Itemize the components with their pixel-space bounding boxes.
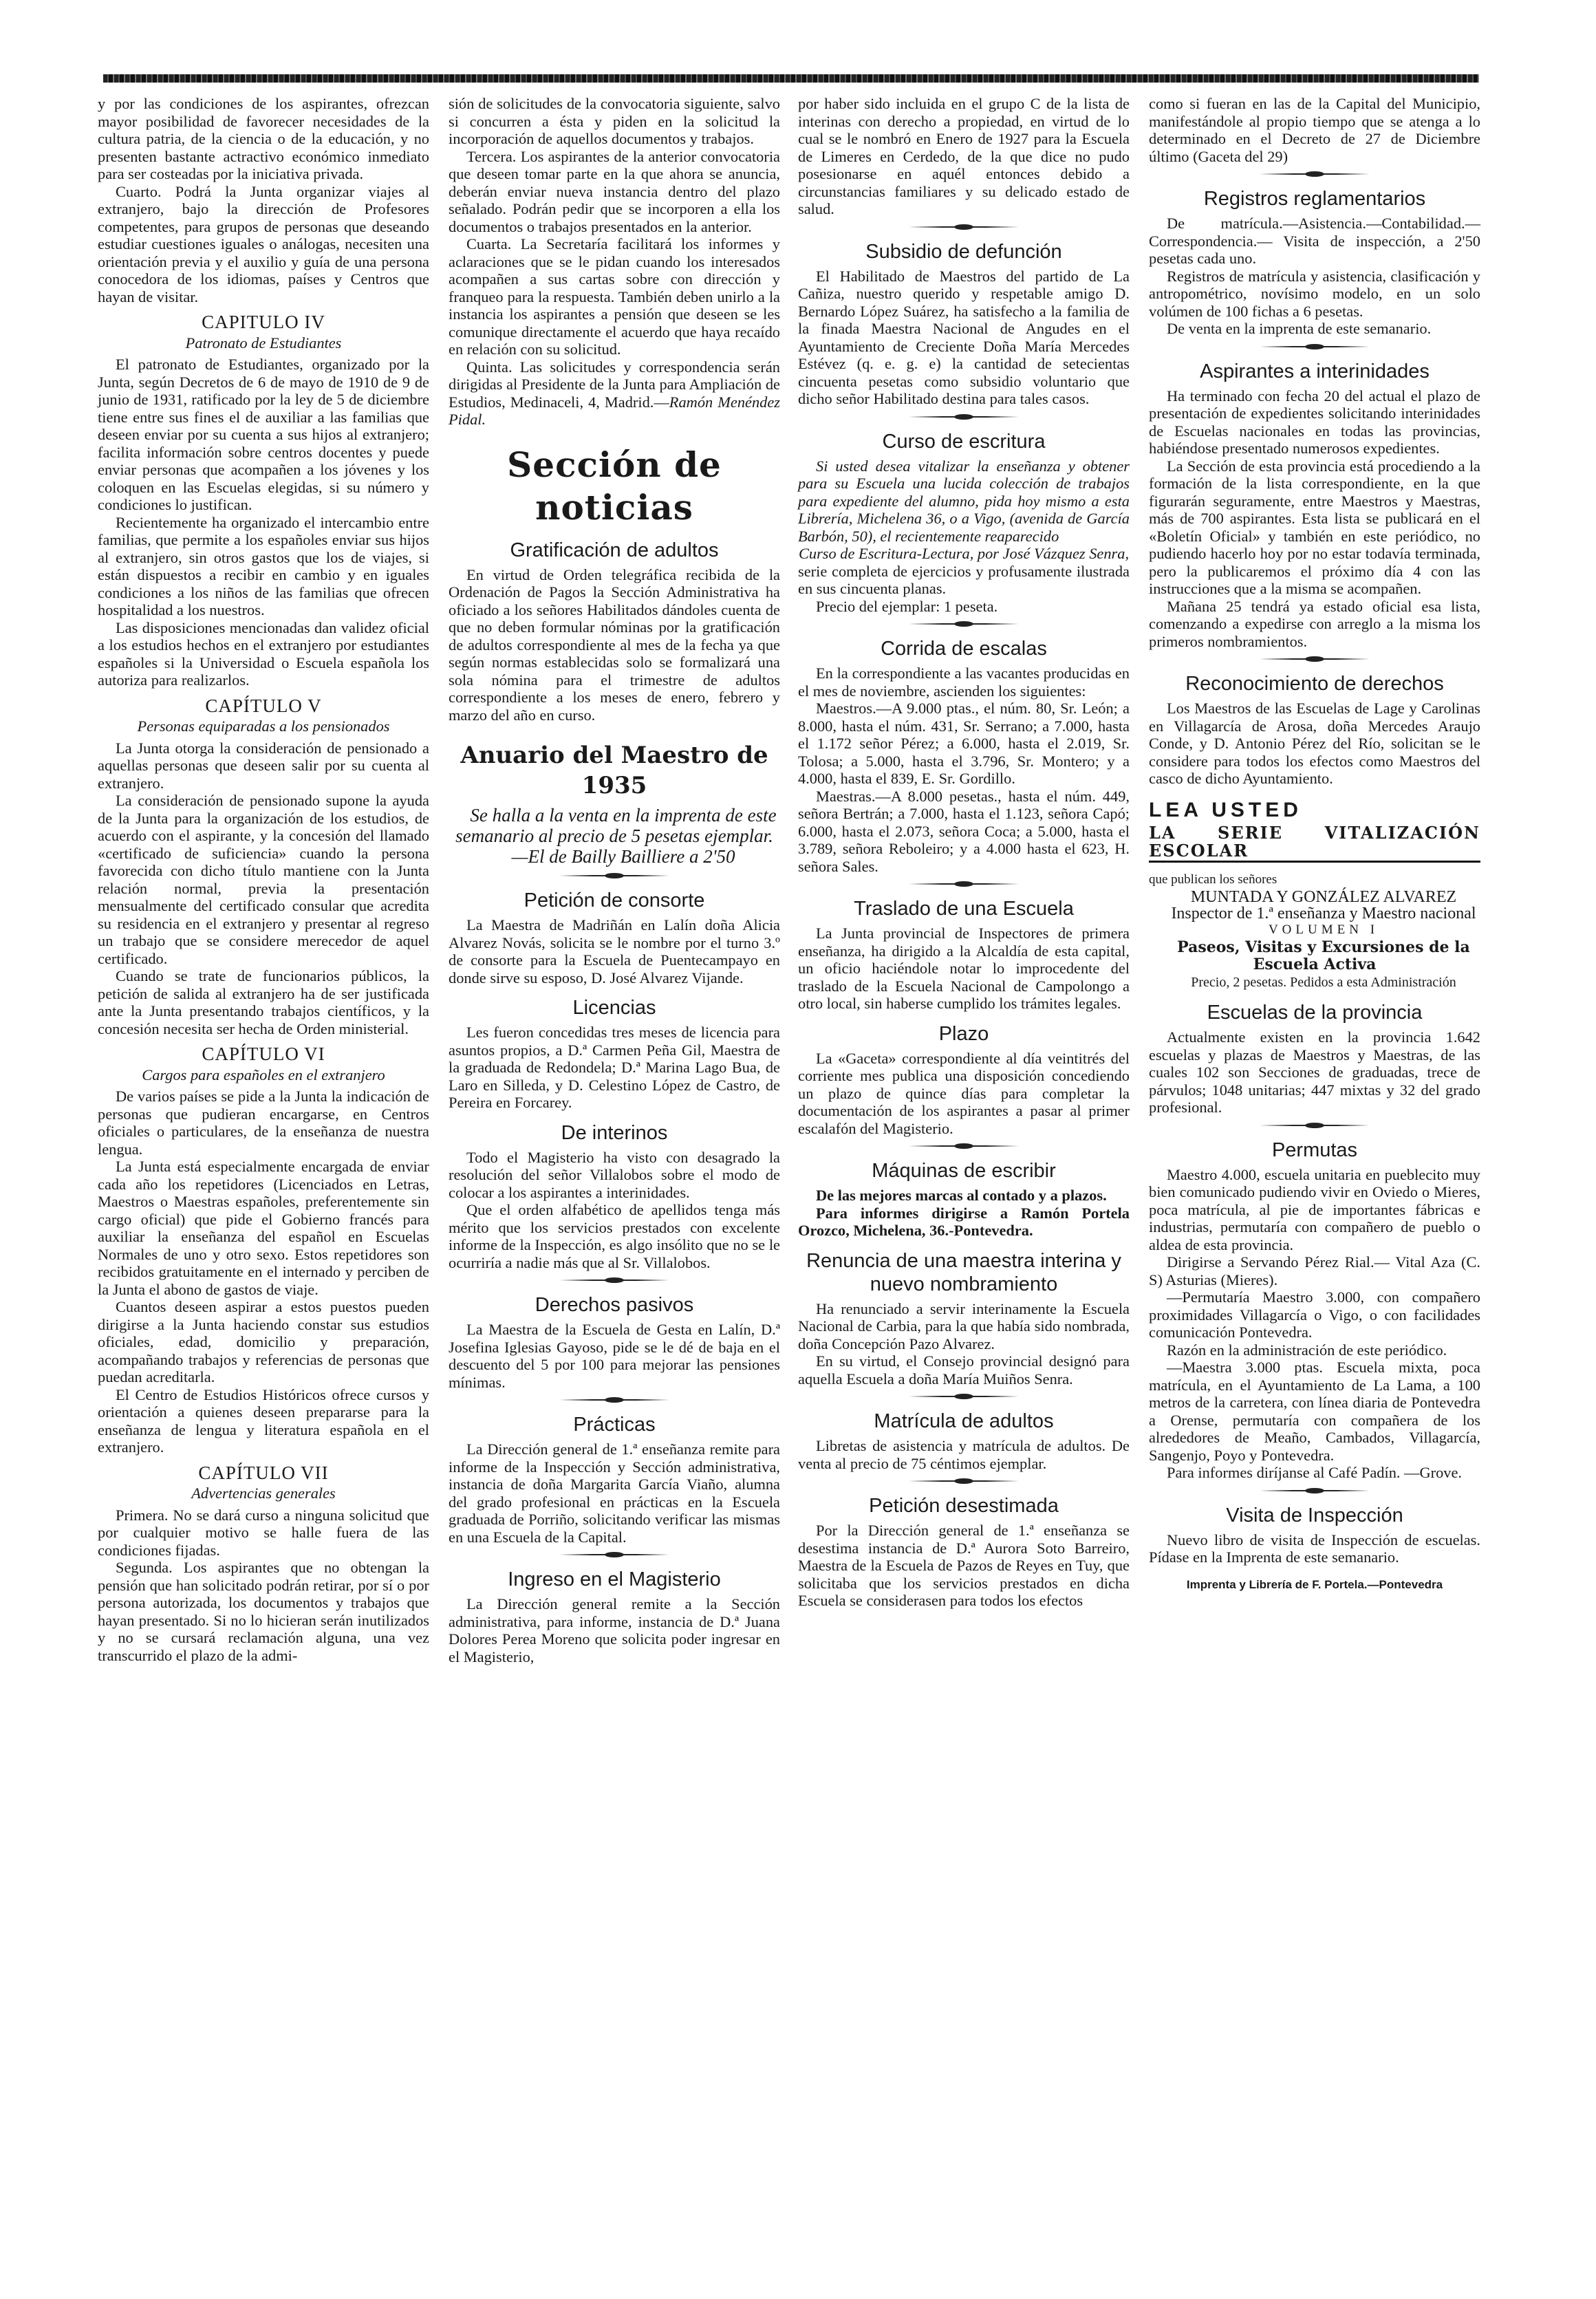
paragraph: Dirigirse a Servando Pérez Rial.— Vital Aza (C. S) Asturias (Mieres). [1149,1253,1480,1288]
news-heading: Máquinas de escribir [872,1160,1056,1182]
authors-title: Inspector de 1.ª enseñanza y Maestro nacional [1171,905,1476,922]
paragraph: Por la Dirección general de 1.ª enseñanza se desestima instancia de D.ª Aurora Soto Barreiro, Maestra de la Escuela de Pazos de Reyes en Tuy, que solicitaba que los servicios prestados en dicha Escuela se considerasen para todos los efectos [798,1522,1130,1609]
divider-ornament [909,413,1019,420]
serie-title: LA SERIE VITALIZACIÓN ESCOLAR [1149,824,1480,863]
chapter-heading: CAPÍTULO V [205,695,322,716]
paragraph: Si usted desea vitalizar la enseñanza y obtener para su Escuela una lucida colección de trabajos para expediente del alumno, pida hoy mismo a esta Librería, Michelena 36, o a Vigo, (avenida de García Barbón, 50), el recientemente reaparecido [798,457,1130,545]
anuario-text: Se halla a la venta en la imprenta de este semanario al precio de 5 pesetas ejemplar. [455,805,777,846]
paragraph: En virtud de Orden telegráfica recibida de la Ordenación de Pagos la Sección Administrativa ha oficiado a los señores Habilitados dándoles cuenta de que no deben formular nóminas por la gratificación de adultos correspondiente al mes de la fecha ya que según normas establecidas solo se formalizará una sola nómina para el trimestre de adultos correspondiente a los meses de enero, febrero y marzo del año en curso. [449,565,780,724]
chapter-subtitle: Advertencias generales [191,1485,336,1502]
paragraph: Primera. No se dará curso a ninguna solicitud que por cualquier motivo se halle fuera de las condiciones fijadas. [98,1506,429,1559]
paragraph: En su virtud, el Consejo provincial designó para aquella Escuela a doña María Muiños Senra. [798,1352,1130,1388]
paragraph: La «Gaceta» correspondiente al día veintitrés del corriente mes publica una disposición concediendo un plazo de quince días para completar la documentación de los aspirantes a pasar al primer escalafón del Magisterio. [798,1049,1130,1137]
paragraph: La consideración de pensionado supone la ayuda de la Junta para la organización de los estudios, de acuerdo con el aspirante, y la concesión del llamado «certificado de suficiencia» cuando la persona favorecida con dicho título mantiene con la Junta relación normal, previa la presentación mensualmente del certificado consular que acredita su residencia en el extranjero y presentar al regreso un trabajo que se considere merecedor de aquel certificado. [98,792,429,967]
divider-ornament [559,1396,669,1403]
news-heading: Renuncia de una maestra interina y nuevo nombramiento [806,1249,1121,1295]
paragraph: Los Maestros de las Escuelas de Lage y Carolinas en Villagarcía de Arosa, doña Mercedes Araujo Conde, y D. Antonio Pérez del Río, solicitan se le considere para todos los efectos como Maestros del casco de dicho Ayuntamiento. [1149,700,1480,787]
divider-ornament [1260,343,1370,350]
divider-ornament [559,1551,669,1558]
top-rule [103,74,1479,83]
divider-ornament [1260,656,1370,662]
news-heading: Permutas [1271,1138,1358,1161]
paragraph: La Junta está especialmente encargada de enviar cada año los repetidores (Licenciados en Letras, Maestros o Maestras españoles, preferentemente sin cargo oficial) que pide el Gobierno francés para auxiliar la enseñanza del español en Escuelas Normales de uno y otro sexo. Estos repetidores son recibidos gratuitamente en el internado y perciben de la Junta el abono de gastos de viaje. [98,1158,429,1298]
news-heading: Licencias [572,997,656,1019]
anuario-title: Anuario del Maestro de 1935 [460,742,768,799]
paragraph: Les fueron concedidas tres meses de licencia para asuntos propios, a D.ª Carmen Peña Gil, Maestra de la graduada de Redondela; D.ª Marina Lago Bua, de Laro en Silleda, y D. Celestino López de Castro, de Pereira en Forcarey. [449,1024,780,1111]
paragraph: Maestro 4.000, escuela unitaria en pueblecito muy bien comunicado pudiendo vivir en Oviedo o Mieres, poca matrícula, al pie de importantes fábricas e industrias, permutaría con compañero de pueblo o aldea de esta provincia. [1149,1165,1480,1253]
paragraph: y por las condiciones de los aspirantes, ofrezcan mayor posibilidad de favorecer necesidades de la cultura patria, de la ciencia o de la educación, y no presenten bastante actractivo económico inmediato para ser costeadas por la iniciativa privada. [98,95,429,182]
paragraph: De varios países se pide a la Junta la indicación de personas que pudieran encargarse, en Centros oficiales o particulares, de la enseñanza de nuestra lengua. [98,1088,429,1158]
divider-ornament [909,1143,1019,1150]
paragraph [449,358,780,429]
paragraph: En la correspondiente a las vacantes producidas en el mes de noviembre, ascienden los siguientes: [798,665,1130,700]
quinta-text: Quinta. Las solicitudes y correspondencia serán dirigidas al Presidente de la Junta para Ampliación de Estudios, Medinaceli, 4, Madrid.— [449,358,780,411]
paragraph: La Sección de esta provincia está procediendo a la formación de la lista correspondiente, en la que figurarán seguramente, entre Maestros y Maestras, más de 700 aspirantes. Esta lista se publicará en el «Boletín Oficial» y también en este periódico, no pudiendo hacerlo hoy por no estar todavía terminada, pero la publicaremos el próximo día 4 con las instrucciones que a la misma se acompañen. [1149,457,1480,597]
news-heading: Prácticas [573,1414,656,1436]
paragraph: La Dirección general de 1.ª enseñanza remite para informe de la Inspección y Sección administrativa, instancia de doña Margarita García Viaño, alumna del grado profesional en prácticas en la Escuela graduada de Porriño, solicitando verificar las mismas en una Escuela de la Capital. [449,1440,780,1546]
divider-ornament [559,872,669,879]
paragraph: De las mejores marcas al contado y a plazos. [816,1187,1107,1204]
column-1 [98,95,429,1664]
paragraph: El Centro de Estudios Históricos ofrece cursos y orientación a quienes deseen prepararse para la enseñanza de lengua y literatura española en el extranjero. [98,1385,429,1456]
paragraph: El Habilitado de Maestros del partido de La Cañiza, nuestro querido y respetable amigo D. Bernardo López Suárez, ha satisfecho a la familia de la finada Maestra Nacional de Angudes en el Ayuntamiento de Creciente Doña María Mercedes Estévez (q. e. g. e) la cantidad de setecientas cincuenta pesetas como subsidio voluntario que dicho señor Habilitado destina para tales casos. [798,267,1130,407]
paragraph: Razón en la administración de este periódico. [1167,1341,1447,1359]
lea-usted-heading: LEA USTED [1149,798,1302,821]
news-heading: Matrícula de adultos [874,1410,1054,1432]
paragraph: La Maestra de Madriñán en Lalín doña Alicia Alvarez Novás, solicita se le nombre por el turno 3.º de consorte para la Escuela de Puenteсampayo en donde sirve su esposo, D. José Alvarez Vijande. [449,916,780,986]
news-heading: Plazo [938,1022,989,1045]
news-heading: Ingreso en el Magisterio [508,1568,721,1590]
news-heading: Corrida de escalas [881,638,1047,660]
chapter-heading: CAPITULO IV [202,312,325,332]
paragraph: De matrícula.—Asistencia.—Contabilidad.—Correspondencia.— Visita de inspección, a 2'50 pesetas cada uno. [1149,215,1480,267]
divider-ornament [1260,1122,1370,1129]
divider-ornament [909,620,1019,627]
paragraph: serie completa de ejercicios y profusamente ilustrada en sus cincuenta planas. [798,562,1130,597]
column-4 [1149,95,1480,1593]
news-heading: Petición de consorte [524,889,705,911]
paragraph: Cuarta. La Secretaría facilitará los informes y aclaraciones que se le pidan cuando los interesados acompañen a sus cartas sobre con dirección y franqueo para la respuesta. También deben unirlo a la instancia los aspirantes a pensión que deseen se les comunique directamente el acuerdo que haya recaído en relación con su solicitud. [449,235,780,358]
news-heading: Subsidio de defunción [865,240,1062,263]
paragraph: Nuevo libro de visita de Inspección de escuelas. Pídase en la Imprenta de este semanario. [1149,1531,1480,1566]
chapter-heading: CAPÍTULO VI [202,1044,325,1064]
paragraph: Maestras.—A 8.000 pesetas., hasta el núm. 449, señora Bertrán; a 7.000, hasta el 1.123, señora Capó; 6.000, hasta el 2.073, señora Coca; a 5.000, hasta el 3.789, señora Reboleiro; y a 4.000 hasta el 623, H. señora Sales. [798,787,1130,875]
paragraph: Maestros.—A 9.000 ptas., el núm. 80, Sr. León; a 8.000, hasta el núm. 431, Sr. Serrano; a 7.000, hasta el 1.172 señor Pérez; a 6.000, hasta el 2.019, Sr. Tolosa; a 5.000, hasta el 3.796, Sr. Montero; y a 4.000, hasta el 839, E. Sr. Gordillo. [798,700,1130,787]
paragraph: Registros de matrícula y asistencia, clasificación y antropométrico, novísimo modelo, en un solo volúmen de 100 fichas a 6 pesetas. [1149,267,1480,320]
paragraph: Las disposiciones mencionadas dan validez oficial a los estudios hechos en el extranjero por estudiantes españoles si la Universidad o Escuela española los autoriza para realizarlos. [98,618,429,689]
paragraph: Tercera. Los aspirantes de la anterior convocatoria que deseen tomar parte en la que ahora se anuncia, deberán enviar nueva instancia dentro del plazo señalado. Podrán pedir que se incorporen a ella los documentos o trabajos presentados en la anterior. [449,147,780,235]
paragraph: Precio del ejemplar: 1 peseta. [816,597,998,615]
authors: MUNTADA Y GONZÁLEZ ALVAREZ [1190,887,1457,906]
news-heading: Escuelas de la provincia [1207,1002,1423,1024]
divider-ornament [909,1478,1019,1485]
news-heading: Aspirantes a interinidades [1200,360,1430,382]
paragraph: Que el orden alfabético de apellidos tenga más mérito que los servicios prestados con excelente informe de la Inspección, es algo insólito que no se le ocurriría a nadie más que al Sr. Villalobos. [449,1201,780,1271]
news-heading: Gratificación de adultos [510,539,719,561]
volume-label: VOLUMEN I [1268,922,1379,937]
paragraph: El patronato de Estudiantes, organizado por la Junta, según Decretos de 6 de mayo de 1910 de 9 de junio de 1931, ratificado por la ley de 5 de diciembre tiene entre sus fines el de auxiliar a las familias que deseen enviar por su cuenta a sus hijos al extranjero; facilita información sobre centros docentes y puede enviar personas que acompañen a los jóvenes y los coloquen en las Escuelas elegidas, si su número y condiciones lo justifican. [98,356,429,513]
paragraph: Para informes diríjanse al Café Padín. —Grove. [1167,1464,1463,1481]
paragraph: por haber sido incluida en el grupo C de la lista de interinas con derecho a propiedad, en virtud de lo cual se le nombró en Enero de 1927 para la Escuela de Limeres en Cerdedo, de la que dice no pudo posesionarse en aquél entonces debido a circunstancias familiares y su delicado estado de salud. [798,95,1130,217]
divider-ornament [909,224,1019,230]
paragraph: —Maestra 3.000 ptas. Escuela mixta, poca matrícula, en el Ayuntamiento de La Lama, a 100 metros de la carretera, con línea diaria de Pontevedra a Orense, permutaría con compañera de los alrededores de Meaño, Cambados, Villagarcía, Sangenjo, Poyo y Pontevedra. [1149,1359,1480,1464]
section-title: Sección de noticias [507,444,722,528]
paragraph: —Permutaría Maestro 3.000, con compañero proximidades Villagarcía o Vigo, o con facilidades comunicación Pontevedra. [1149,1288,1480,1341]
paragraph: De venta en la imprenta de este semanario. [1167,320,1432,337]
news-heading: Derechos pasivos [535,1294,694,1316]
paragraph: Para informes dirigirse a Ramón Portela Orozco, Michelena, 36.-Pontevedra. [798,1204,1130,1239]
paragraph: Todo el Magisterio ha visto con desagrado la resolución del señor Villalobos sobre el modo de colocar a los aspirantes a interinidades. [449,1148,780,1201]
paragraph: Recientemente ha organizado el intercambio entre familias, que permite a los españoles enviar sus hijos al extranjero, sin otros gastos que los de viajes, si están dispuestos a recibir en cambio y en iguales condiciones a los niños de las familias que ofrecen hospitalidad a los nuestros. [98,513,429,618]
news-heading: Registros reglamentarios [1203,188,1426,210]
news-heading: Reconocimiento de derechos [1185,673,1444,695]
news-heading: Curso de escritura [882,430,1046,453]
column-2 [449,95,780,1665]
paragraph: La Dirección general remite a la Sección administrativa, para informe, instancia de D.ª Juana Dolores Perea Moreno que solicita poder ingresar en el Magisterio, [449,1595,780,1665]
news-heading: De interinos [561,1121,668,1144]
course-title: Curso de Escritura-Lectura, por José Vázquez Senra, [798,545,1130,562]
paragraph: Cuando se trate de funcionarios públicos, la petición de salida al extranjero ha de ser justificada ante la Junta presentando trabajos científicos, y la concesión necesita ser hecha de Orden ministerial. [98,967,429,1037]
chapter-subtitle: Patronato de Estudiantes [185,334,342,352]
paragraph: La Maestra de la Escuela de Gesta en Lalín, D.ª Josefina Iglesias Gayoso, pide se le dé de baja en el descuento del 5 por 100 para mejorar las pensiones mínimas. [449,1321,780,1391]
anuario-author: —El de Bailly Bailliere a 2'50 [511,846,735,867]
divider-ornament [909,1393,1019,1400]
book-price: Precio, 2 pesetas. Pedidos a esta Administración [1191,974,1456,990]
paragraph: Ha terminado con fecha 20 del actual el plazo de presentación de expedientes solicitando interinidades de Escuelas nacionales en todas las provincias, habiéndose presentado numerosos expedientes. [1149,387,1480,457]
news-heading: Visita de Inspección [1226,1504,1403,1526]
paragraph: Ha renunciado a servir interinamente la Escuela Nacional de Carbia, para la que había sido nombrada, doña Concepción Pazo Alvarez. [798,1299,1130,1352]
paragraph: Cuarto. Podrá la Junta organizar viajes al extranjero, bajo la dirección de Profesores competentes, para grupos de personas que deseando estudiar cuestiones iguales o análogas, necesiten una orientación previa y el auxilio y guía de una persona conocedora de los idiomas, países y Centros que hayan de visitar. [98,182,429,305]
chapter-subtitle: Personas equiparadas a los pensionados [137,717,390,735]
paragraph: Segunda. Los aspirantes que no obtengan la pensión que han solicitado podrán retirar, por sí o por persona autorizada, los documentos y trabajos que hayan presentado. Si no lo hicieran serán inutilizados y no se cursará reclamación alguna, una vez transcurrido el plazo de la admi- [98,1559,429,1664]
divider-ornament [1260,171,1370,177]
signature: Ramón Menéndez Pidal. [449,393,781,428]
news-heading: Petición desestimada [869,1495,1059,1517]
divider-ornament [559,1277,669,1284]
divider-ornament [909,881,1019,887]
paragraph: Cuantos deseen aspirar a estos puestos pueden dirigirse a la Junta haciendo constar sus estudios oficiales, edad, domicilio y preparación, acompañando trabajos y referencias de personas que puedan acreditarla. [98,1298,429,1385]
paragraph: que publican los señores [1149,872,1277,887]
paragraph: La Junta provincial de Inspectores de primera enseñanza, ha dirigido a la Alcaldía de esta capital, un oficio haciéndole notar lo improcedente del traslado de la Escuela Nacional de Campolongo a otro local, sin haberse cumplido los trámites legales. [798,925,1130,1012]
chapter-heading: CAPÍTULO VII [198,1462,329,1483]
paragraph: La Junta otorga la consideración de pensionado a aquellas personas que deseen salir por su cuenta al extranjero. [98,739,429,792]
column-3 [798,95,1130,1610]
divider-ornament [1260,1487,1370,1494]
news-heading: Traslado de una Escuela [854,898,1074,920]
paragraph: como si fueran en las de la Capital del Municipio, manifestándole al propio tiempo que se atenga a lo determinado en el Decreto de 27 de Diciembre último (Gaceta del 29) [1149,95,1480,165]
paragraph: Actualmente existen en la provincia 1.642 escuelas y plazas de Maestros y Maestras, de las cuales 102 son Secciones de graduadas, trece de párvulos; 1048 unitarias; 447 mixtas y 32 del grado profesional. [1149,1028,1480,1116]
paragraph: Libretas de asistencia y matrícula de adultos. De venta al precio de 75 céntimos ejemplar. [798,1437,1130,1472]
book-title: Paseos, Visitas y Excursiones de la Escuela Activa [1177,938,1470,973]
paragraph: Mañana 25 tendrá ya estado oficial esa lista, comenzando a expedirse con arreglo a la misma los primeros nombramientos. [1149,597,1480,650]
paragraph: sión de solicitudes de la convocatoria siguiente, salvo si concurren a ésta y piden en la solicitud la incorporación de aquellos documentos y trabajos. [449,95,780,147]
chapter-subtitle: Cargos para españoles en el extranjero [142,1066,385,1083]
printer-credit: Imprenta y Librería de F. Portela.—Pontevedra [1186,1577,1443,1591]
